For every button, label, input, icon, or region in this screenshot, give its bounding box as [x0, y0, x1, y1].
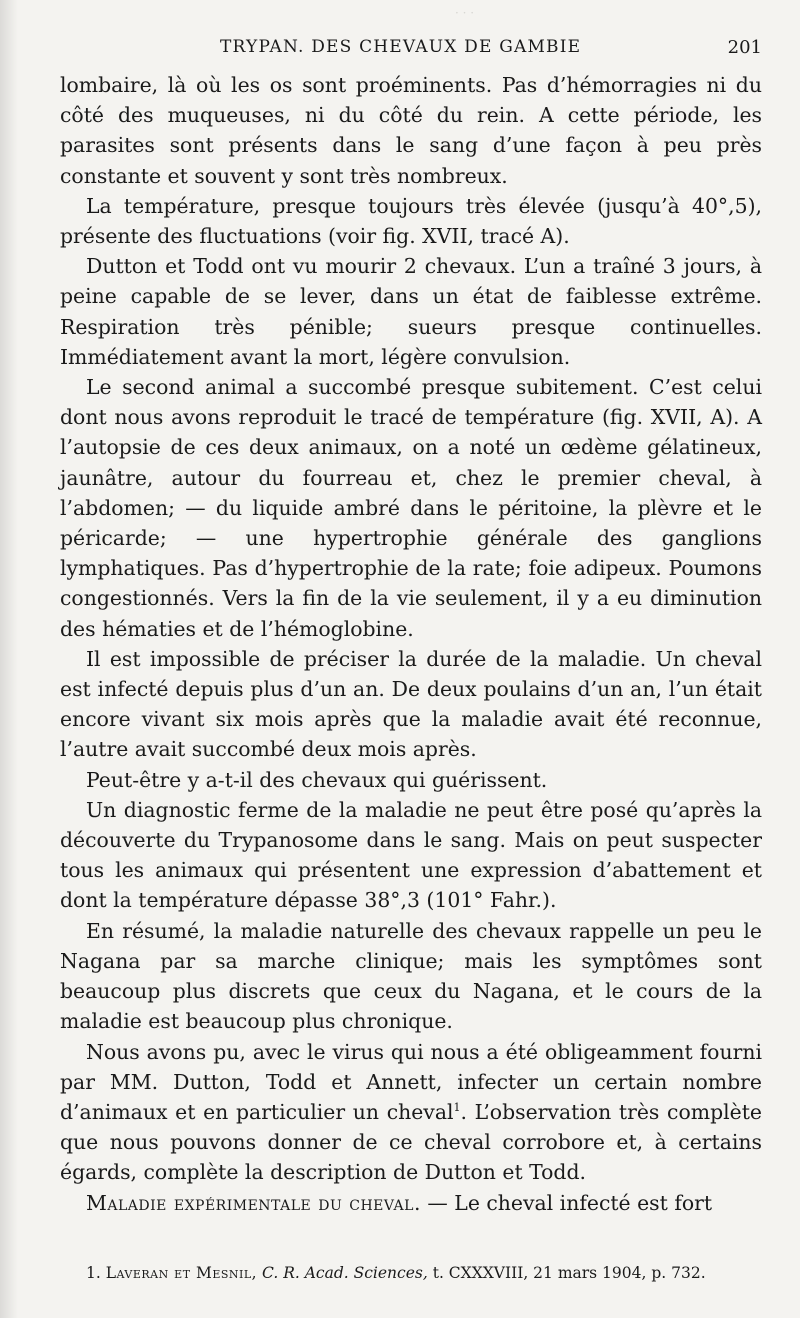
- paragraph-6: Peut-être y a-t-il des chevaux qui guérissent.: [86, 767, 548, 792]
- running-head: [60, 0, 762, 70]
- footnote-spacer: [60, 1218, 762, 1262]
- paragraph-2: La température, presque toujours très élevée (jusqu’à 40°,5), présente des fluctuations (voir fig. XVII, tracé A).: [60, 193, 762, 249]
- ink-smudge: · · ·: [455, 6, 475, 20]
- paragraph-8: En résumé, la maladie naturelle des chevaux rappelle un peu le Nagana par sa marche clinique; mais les symptômes sont beaucoup plus discrets que ceux du Nagana, et le cours de la maladie est beaucoup plus chronique.: [60, 918, 762, 1034]
- paragraph-4: Le second animal a succombé presque subitement. C’est celui dont nous avons reproduit le tracé de température (fig. XVII, A). A l’autopsie de ces deux animaux, on a noté un œdème gélatineux, jaunâtre, autour du fourreau et, chez le premier cheval, à l’abdomen; — du liquide ambré dans le péritoine, la plèvre et le péricarde; — une hypertrophie générale des ganglions lymphatiques. Pas d’hypertrophie de la rate; foie adipeux. Poumons congestionnés. Vers la fin de la vie seulement, il y a eu diminution des hématies et de l’hémoglobine.: [60, 375, 762, 641]
- footnote-authors: Laveran et Mesnil,: [105, 1263, 258, 1282]
- paragraph-3: Dutton et Todd ont vu mourir 2 chevaux. L’un a traîné 3 jours, à peine capable de se lever, dans un état de faiblesse extrême. Respiration très pénible; sueurs presque continuelles. Immédiatement avant la mort, légère convulsion.: [60, 254, 762, 369]
- footnote-details: t. CXXXVIII, 21 mars 1904, p. 732.: [432, 1263, 706, 1282]
- running-title: TRYPAN. DES CHEVAUX DE GAMBIE: [220, 37, 582, 57]
- footnote: [60, 1262, 762, 1284]
- paragraph-9: [60, 1037, 762, 1188]
- section-heading: Maladie expérimentale du cheval.: [86, 1190, 421, 1215]
- paragraph-10: [60, 1188, 762, 1218]
- section-text: — Le cheval infecté est fort: [420, 1190, 713, 1215]
- paragraph-7: Un diagnostic ferme de la maladie ne peut être posé qu’après la découverte du Trypanosome dans le sang. Mais on peut suspecter tous les animaux qui présentent une expression d’abattement et dont la température dépasse 38°,3 (101° Fahr.).: [60, 797, 762, 913]
- footnote-number: 1.: [86, 1263, 101, 1282]
- footnote-reference: 1: [453, 1101, 461, 1115]
- paragraph-1: lombaire, là où les os sont proéminents. Pas d’hémorragies ni du côté des muqueuses, ni du côté du rein. A cette période, les parasites sont présents dans le sang d’une façon à peu près constante et souvent y sont très nombreux.: [60, 73, 762, 188]
- body-text: [60, 70, 762, 1218]
- footnote-journal: C. R. Acad. Sciences,: [262, 1263, 428, 1282]
- paragraph-9-text-after: . L’observation très complète que nous pouvons donner de ce cheval corrobore et, à certains égards, complète la description de Dutton et Todd.: [60, 1099, 762, 1185]
- page-number: 201: [727, 37, 762, 58]
- paragraph-5: Il est impossible de préciser la durée de la maladie. Un cheval est infecté depuis plus d’un an. De deux poulains d’un an, l’un était encore vivant six mois après que la maladie avait été reconnue, l’autre avait succombé deux mois après.: [60, 646, 762, 762]
- paragraph-9-text: Nous avons pu, avec le virus qui nous a été obligeamment fourni par MM. Dutton, Todd et Annett, infecter un certain nombre d’animaux et en particulier un cheval: [60, 1039, 762, 1124]
